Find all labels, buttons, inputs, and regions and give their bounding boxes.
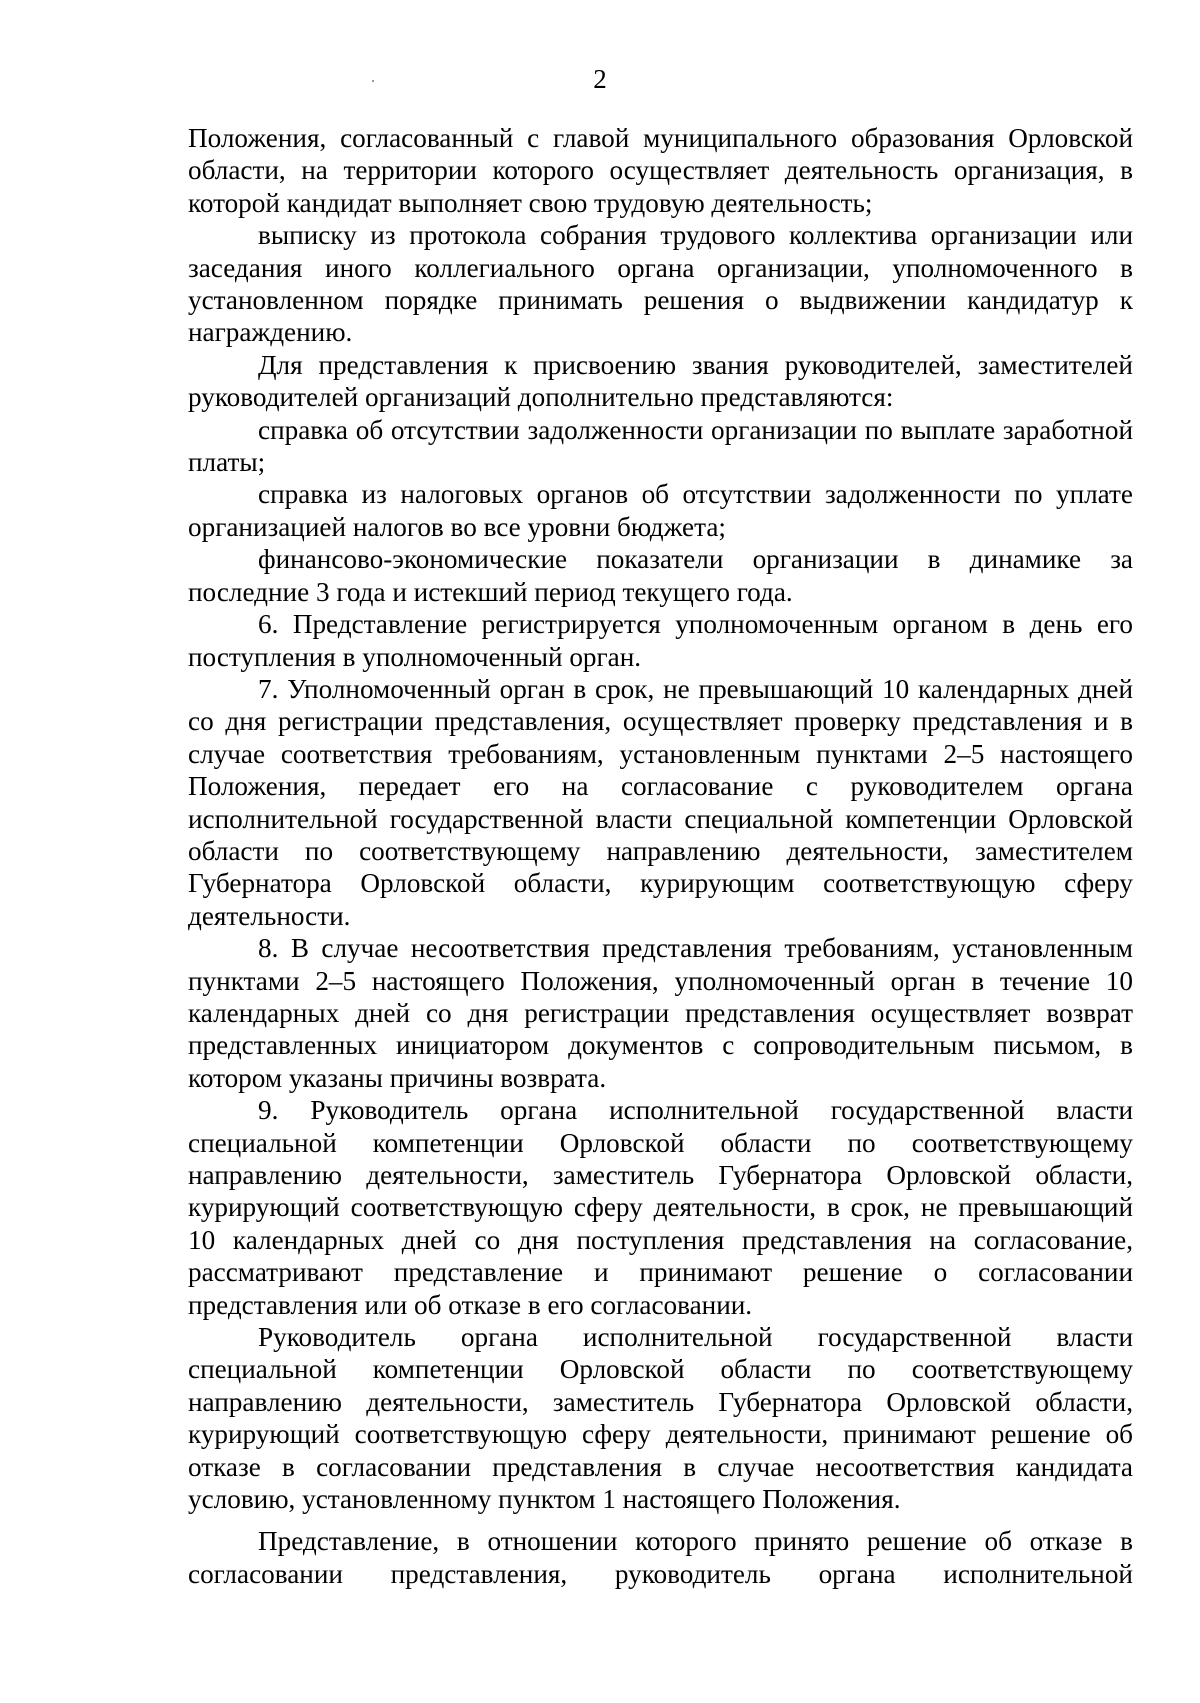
paragraph: выписку из протокола собрания трудового коллектива организации или заседания иного коллегиального органа организации, уполномоченного в установленном порядке принимать решения о выдвижении кандидатур к награждению. bbox=[188, 220, 1133, 348]
paragraph: Для представления к присвоению звания руководителей, заместителей руководителей организаций дополнительно представляются: bbox=[188, 349, 1133, 413]
paragraph: Представление, в отношении которого принято решение об отказе в согласовании представления, руководитель органа исполнительной bbox=[188, 1526, 1133, 1589]
paragraph: Положения, согласованный с главой муниципального образования Орловской области, на территории которого осуществляет деятельность организация, в которой кандидат выполняет свою трудовую деятельность; bbox=[188, 123, 1133, 218]
page-number: 2 bbox=[593, 64, 607, 94]
paragraph: финансово-экономические показатели организации в динамике за последние 3 года и истекший период текущего года. bbox=[188, 544, 1133, 607]
paragraph: 8. В случае несоответствия представления требованиям, установленным пунктами 2–5 настоящего Положения, уполномоченный орган в течение 10 календарных дней со дня регистрации представления осуществляет возврат представленных инициатором документов с сопроводительным письмом, в котором указаны причины возврата. bbox=[188, 933, 1133, 1093]
document-body bbox=[188, 122, 1133, 1590]
scan-speck bbox=[372, 80, 374, 82]
paragraph: 7. Уполномоченный орган в срок, не превышающий 10 календарных дней со дня регистрации представления, осуществляет проверку представления и в случае соответствия требованиям, установленным пунктами 2–5 настоящего Положения, передает его на согласование с руководителем органа исполнительной государственной власти специальной компетенции Орловской области по соответствующему направлению деятельности, заместителем Губернатора Орловской области, курирующим соответствующую сферу деятельности. bbox=[188, 673, 1133, 931]
paragraph: справка об отсутствии задолженности организации по выплате заработной платы; bbox=[188, 414, 1133, 478]
paragraph: справка из налоговых органов об отсутствии задолженности по уплате организацией налогов во все уровни бюджета; bbox=[188, 479, 1133, 542]
paragraph: Руководитель органа исполнительной государственной власти специальной компетенции Орловской области по соответствующему направлению деятельности, заместитель Губернатора Орловской области, курирующий соответствующую сферу деятельности, принимают решение об отказе в согласовании представления в случае несоответствия кандидата условию, установленному пунктом 1 настоящего Положения. bbox=[188, 1322, 1133, 1515]
paragraph: 9. Руководитель органа исполнительной государственной власти специальной компетенции Орловской области по соответствующему направлению деятельности, заместитель Губернатора Орловской области, курирующий соответствующую сферу деятельности, в срок, не превышающий 10 календарных дней со дня поступления представления на согласование, рассматривают представление и принимают решение о согласовании представления или об отказе в его согласовании. bbox=[188, 1095, 1133, 1320]
paragraph: 6. Представление регистрируется уполномоченным органом в день его поступления в уполномоченный орган. bbox=[188, 609, 1133, 672]
